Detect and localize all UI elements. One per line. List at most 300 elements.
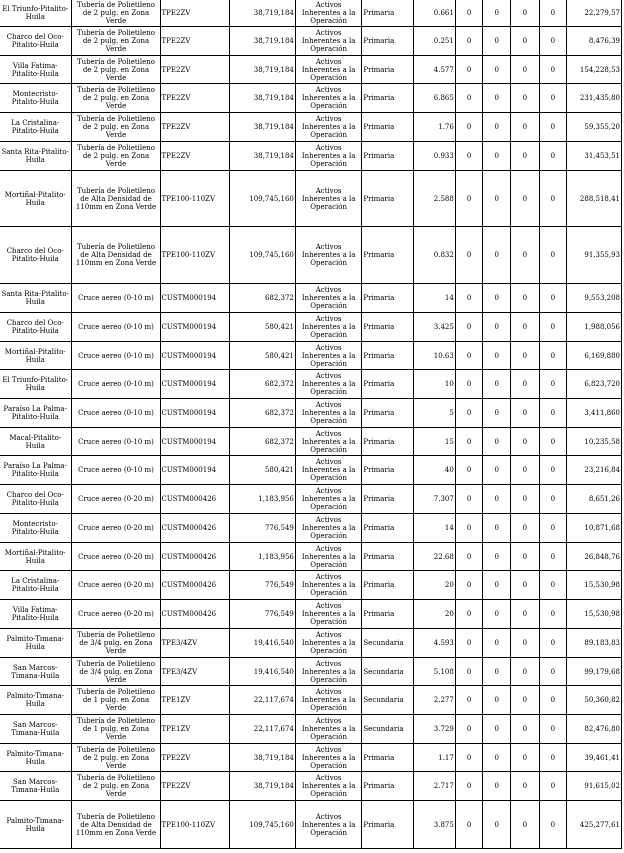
value-cell: 0	[455, 485, 483, 514]
total-cell: 23,216,84	[567, 456, 622, 485]
category-cell: Activos Inherentes a la Operación	[295, 370, 361, 399]
table-row	[0, 171, 622, 227]
description-cell: Tubería de Polietileno de 2 pulg. en Zona Verde	[72, 27, 160, 56]
quantity-cell: 1.17	[414, 744, 456, 772]
table-row	[0, 485, 622, 514]
value-cell: 0	[539, 370, 567, 399]
unit-cost-cell: 682,372	[230, 428, 296, 456]
table-row	[0, 715, 622, 744]
quantity-cell: 0.832	[414, 227, 456, 284]
location-cell: Villa Fatima-Pitalito-Huila	[0, 600, 72, 629]
value-cell: 0	[511, 543, 540, 571]
value-cell: 0	[511, 686, 540, 715]
quantity-cell: 3.425	[414, 313, 456, 342]
value-cell: 0	[483, 113, 511, 142]
quantity-cell: 4.577	[414, 56, 456, 84]
quantity-cell: 2.588	[414, 171, 456, 227]
code-cell: CUSTM000426	[160, 600, 230, 629]
value-cell: 0	[539, 399, 567, 428]
network-type-cell: Primaria	[362, 56, 414, 84]
total-cell: 288,518,41	[567, 171, 622, 227]
network-type-cell: Primaria	[362, 113, 414, 142]
total-cell: 99,179,68	[567, 658, 622, 686]
table-row	[0, 142, 622, 171]
value-cell: 0	[455, 370, 483, 399]
category-cell: Activos Inherentes a la Operación	[295, 600, 361, 629]
value-cell: 0	[455, 56, 483, 84]
value-cell: 0	[511, 801, 540, 849]
table-row	[0, 658, 622, 686]
quantity-cell: 14	[414, 514, 456, 543]
unit-cost-cell: 38,719,184	[230, 84, 296, 113]
value-cell: 0	[483, 485, 511, 514]
unit-cost-cell: 38,719,184	[230, 0, 296, 27]
total-cell: 8,476,39	[567, 27, 622, 56]
value-cell: 0	[455, 571, 483, 600]
code-cell: CUSTM000426	[160, 514, 230, 543]
network-type-cell: Primaria	[362, 142, 414, 171]
description-cell: Tubería de Polietileno de Alta Densidad de 110mm en Zona Verde	[72, 801, 160, 849]
unit-cost-cell: 580,421	[230, 456, 296, 485]
network-type-cell: Secundaria	[362, 629, 414, 658]
value-cell: 0	[455, 629, 483, 658]
total-cell: 15,530,98	[567, 571, 622, 600]
location-cell: Montecristo-Pitalito-Huila	[0, 84, 72, 113]
table-row	[0, 313, 622, 342]
quantity-cell: 6.865	[414, 84, 456, 113]
quantity-cell: 20	[414, 571, 456, 600]
quantity-cell: 15	[414, 428, 456, 456]
value-cell: 0	[483, 227, 511, 284]
quantity-cell: 0.661	[414, 0, 456, 27]
value-cell: 0	[511, 399, 540, 428]
description-cell: Tubería de Polietileno de 1 pulg. en Zona Verde	[72, 715, 160, 744]
unit-cost-cell: 682,372	[230, 370, 296, 399]
network-type-cell: Primaria	[362, 543, 414, 571]
total-cell: 15,530,98	[567, 600, 622, 629]
value-cell: 0	[511, 284, 540, 313]
network-type-cell: Secundaria	[362, 715, 414, 744]
network-type-cell: Primaria	[362, 171, 414, 227]
value-cell: 0	[539, 113, 567, 142]
category-cell: Activos Inherentes a la Operación	[295, 485, 361, 514]
value-cell: 0	[483, 600, 511, 629]
network-type-cell: Primaria	[362, 227, 414, 284]
value-cell: 0	[511, 744, 540, 772]
category-cell: Activos Inherentes a la Operación	[295, 658, 361, 686]
value-cell: 0	[539, 801, 567, 849]
table-row	[0, 801, 622, 849]
unit-cost-cell: 682,372	[230, 284, 296, 313]
code-cell: TPE100-110ZV	[160, 171, 230, 227]
code-cell: CUSTM000194	[160, 428, 230, 456]
total-cell: 6,169,880	[567, 342, 622, 370]
total-cell: 89,183,83	[567, 629, 622, 658]
value-cell: 0	[483, 27, 511, 56]
code-cell: CUSTM000426	[160, 543, 230, 571]
code-cell: CUSTM000194	[160, 284, 230, 313]
value-cell: 0	[455, 801, 483, 849]
category-cell: Activos Inherentes a la Operación	[295, 543, 361, 571]
category-cell: Activos Inherentes a la Operación	[295, 686, 361, 715]
code-cell: CUSTM000426	[160, 571, 230, 600]
value-cell: 0	[455, 342, 483, 370]
unit-cost-cell: 1,183,956	[230, 485, 296, 514]
unit-cost-cell: 38,719,184	[230, 772, 296, 801]
value-cell: 0	[455, 0, 483, 27]
category-cell: Activos Inherentes a la Operación	[295, 0, 361, 27]
value-cell: 0	[455, 543, 483, 571]
network-type-cell: Primaria	[362, 744, 414, 772]
code-cell: TPE3/4ZV	[160, 629, 230, 658]
table-row	[0, 56, 622, 84]
network-type-cell: Primaria	[362, 571, 414, 600]
total-cell: 39,461,41	[567, 744, 622, 772]
value-cell: 0	[455, 399, 483, 428]
network-type-cell: Primaria	[362, 600, 414, 629]
location-cell: San Marcos-Timana-Huila	[0, 658, 72, 686]
value-cell: 0	[511, 370, 540, 399]
total-cell: 10,235,58	[567, 428, 622, 456]
quantity-cell: 7.307	[414, 485, 456, 514]
value-cell: 0	[455, 715, 483, 744]
location-cell: Palmito-Timana-Huila	[0, 744, 72, 772]
value-cell: 0	[539, 629, 567, 658]
quantity-cell: 20	[414, 600, 456, 629]
network-type-cell: Primaria	[362, 772, 414, 801]
unit-cost-cell: 38,719,184	[230, 744, 296, 772]
value-cell: 0	[539, 171, 567, 227]
quantity-cell: 4.593	[414, 629, 456, 658]
value-cell: 0	[539, 744, 567, 772]
category-cell: Activos Inherentes a la Operación	[295, 342, 361, 370]
code-cell: CUSTM000194	[160, 456, 230, 485]
unit-cost-cell: 38,719,184	[230, 113, 296, 142]
value-cell: 0	[455, 772, 483, 801]
value-cell: 0	[483, 171, 511, 227]
total-cell: 231,435,80	[567, 84, 622, 113]
description-cell: Cruce aereo (0-10 m)	[72, 342, 160, 370]
table-row	[0, 27, 622, 56]
value-cell: 0	[511, 313, 540, 342]
table-row	[0, 227, 622, 284]
value-cell: 0	[483, 284, 511, 313]
value-cell: 0	[511, 600, 540, 629]
value-cell: 0	[539, 313, 567, 342]
value-cell: 0	[539, 284, 567, 313]
location-cell: Palmito-Timana-Huila	[0, 629, 72, 658]
description-cell: Tubería de Polietileno de 2 pulg. en Zona Verde	[72, 56, 160, 84]
total-cell: 31,453,51	[567, 142, 622, 171]
value-cell: 0	[483, 801, 511, 849]
description-cell: Tubería de Polietileno de 2 pulg. en Zona Verde	[72, 142, 160, 171]
category-cell: Activos Inherentes a la Operación	[295, 629, 361, 658]
value-cell: 0	[539, 571, 567, 600]
quantity-cell: 40	[414, 456, 456, 485]
value-cell: 0	[483, 744, 511, 772]
location-cell: Paraíso La Palma-Pitalito-Huila	[0, 456, 72, 485]
value-cell: 0	[511, 772, 540, 801]
value-cell: 0	[455, 313, 483, 342]
value-cell: 0	[483, 571, 511, 600]
value-cell: 0	[483, 142, 511, 171]
table-row	[0, 629, 622, 658]
description-cell: Tubería de Polietileno de 3/4 pulg. en Zona Verde	[72, 629, 160, 658]
network-type-cell: Primaria	[362, 313, 414, 342]
unit-cost-cell: 19,416,540	[230, 629, 296, 658]
quantity-cell: 22.68	[414, 543, 456, 571]
quantity-cell: 0.251	[414, 27, 456, 56]
total-cell: 26,848,76	[567, 543, 622, 571]
location-cell: San Marcos-Timana-Huila	[0, 772, 72, 801]
table-row	[0, 744, 622, 772]
category-cell: Activos Inherentes a la Operación	[295, 84, 361, 113]
code-cell: CUSTM000426	[160, 485, 230, 514]
unit-cost-cell: 580,421	[230, 313, 296, 342]
category-cell: Activos Inherentes a la Operación	[295, 313, 361, 342]
table-row	[0, 399, 622, 428]
network-type-cell: Primaria	[362, 485, 414, 514]
location-cell: El Triunfo-Pitalito-Huila	[0, 370, 72, 399]
value-cell: 0	[511, 485, 540, 514]
description-cell: Cruce aereo (0-10 m)	[72, 370, 160, 399]
value-cell: 0	[539, 543, 567, 571]
value-cell: 0	[483, 658, 511, 686]
quantity-cell: 5.108	[414, 658, 456, 686]
category-cell: Activos Inherentes a la Operación	[295, 428, 361, 456]
value-cell: 0	[539, 514, 567, 543]
description-cell: Cruce aereo (0-20 m)	[72, 571, 160, 600]
unit-cost-cell: 38,719,184	[230, 27, 296, 56]
value-cell: 0	[511, 171, 540, 227]
total-cell: 425,277,61	[567, 801, 622, 849]
location-cell: Santa Rita-Pitalito-Huila	[0, 284, 72, 313]
description-cell: Cruce aereo (0-10 m)	[72, 313, 160, 342]
network-type-cell: Primaria	[362, 27, 414, 56]
value-cell: 0	[455, 600, 483, 629]
location-cell: Charco del Oco-Pitalito-Huila	[0, 313, 72, 342]
value-cell: 0	[511, 456, 540, 485]
category-cell: Activos Inherentes a la Operación	[295, 113, 361, 142]
network-type-cell: Primaria	[362, 0, 414, 27]
value-cell: 0	[455, 514, 483, 543]
description-cell: Cruce aereo (0-20 m)	[72, 485, 160, 514]
total-cell: 8,651,26	[567, 485, 622, 514]
location-cell: Mortiñal-Pitalito-Huila	[0, 171, 72, 227]
category-cell: Activos Inherentes a la Operación	[295, 456, 361, 485]
value-cell: 0	[483, 0, 511, 27]
table-row	[0, 84, 622, 113]
total-cell: 6,823,720	[567, 370, 622, 399]
value-cell: 0	[483, 456, 511, 485]
description-cell: Tubería de Polietileno de 2 pulg. en Zona Verde	[72, 113, 160, 142]
total-cell: 59,355,20	[567, 113, 622, 142]
code-cell: TPE3/4ZV	[160, 658, 230, 686]
value-cell: 0	[455, 142, 483, 171]
unit-cost-cell: 580,421	[230, 342, 296, 370]
value-cell: 0	[455, 84, 483, 113]
description-cell: Tubería de Polietileno de 1 pulg. en Zona Verde	[72, 686, 160, 715]
unit-cost-cell: 109,745,160	[230, 171, 296, 227]
description-cell: Cruce aereo (0-10 m)	[72, 456, 160, 485]
location-cell: Paraíso La Palma-Pitalito-Huila	[0, 399, 72, 428]
value-cell: 0	[483, 399, 511, 428]
value-cell: 0	[511, 27, 540, 56]
network-type-cell: Primaria	[362, 284, 414, 313]
table-row	[0, 514, 622, 543]
category-cell: Activos Inherentes a la Operación	[295, 27, 361, 56]
table-row	[0, 284, 622, 313]
table-row	[0, 543, 622, 571]
code-cell: TPE2ZV	[160, 84, 230, 113]
value-cell: 0	[511, 428, 540, 456]
quantity-cell: 2.277	[414, 686, 456, 715]
value-cell: 0	[539, 658, 567, 686]
value-cell: 0	[511, 658, 540, 686]
value-cell: 0	[539, 227, 567, 284]
quantity-cell: 10.63	[414, 342, 456, 370]
total-cell: 1,988,056	[567, 313, 622, 342]
category-cell: Activos Inherentes a la Operación	[295, 715, 361, 744]
total-cell: 9,553,208	[567, 284, 622, 313]
unit-cost-cell: 109,745,160	[230, 227, 296, 284]
quantity-cell: 1.76	[414, 113, 456, 142]
quantity-cell: 2.717	[414, 772, 456, 801]
unit-cost-cell: 776,549	[230, 600, 296, 629]
value-cell: 0	[539, 686, 567, 715]
quantity-cell: 14	[414, 284, 456, 313]
code-cell: TPE2ZV	[160, 744, 230, 772]
unit-cost-cell: 19,416,540	[230, 658, 296, 686]
location-cell: Mortiñal-Pitalito-Huila	[0, 342, 72, 370]
category-cell: Activos Inherentes a la Operación	[295, 171, 361, 227]
description-cell: Cruce aereo (0-10 m)	[72, 284, 160, 313]
category-cell: Activos Inherentes a la Operación	[295, 744, 361, 772]
value-cell: 0	[455, 658, 483, 686]
value-cell: 0	[455, 428, 483, 456]
value-cell: 0	[455, 686, 483, 715]
code-cell: CUSTM000194	[160, 370, 230, 399]
category-cell: Activos Inherentes a la Operación	[295, 772, 361, 801]
value-cell: 0	[539, 27, 567, 56]
value-cell: 0	[511, 84, 540, 113]
value-cell: 0	[483, 84, 511, 113]
value-cell: 0	[539, 142, 567, 171]
network-type-cell: Secundaria	[362, 686, 414, 715]
quantity-cell: 3.875	[414, 801, 456, 849]
table-row	[0, 772, 622, 801]
code-cell: CUSTM000194	[160, 399, 230, 428]
network-type-cell: Primaria	[362, 456, 414, 485]
description-cell: Tubería de Polietileno de 2 pulg. en Zona Verde	[72, 744, 160, 772]
total-cell: 22,279,57	[567, 0, 622, 27]
network-type-cell: Primaria	[362, 514, 414, 543]
value-cell: 0	[511, 113, 540, 142]
value-cell: 0	[483, 772, 511, 801]
value-cell: 0	[511, 142, 540, 171]
location-cell: Palmito-Timana-Huila	[0, 801, 72, 849]
total-cell: 154,228,53	[567, 56, 622, 84]
total-cell: 91,615,02	[567, 772, 622, 801]
total-cell: 10,871,68	[567, 514, 622, 543]
unit-cost-cell: 22,117,674	[230, 715, 296, 744]
value-cell: 0	[455, 227, 483, 284]
table-row	[0, 600, 622, 629]
description-cell: Tubería de Polietileno de Alta Densidad de 110mm en Zona Verde	[72, 227, 160, 284]
value-cell: 0	[511, 571, 540, 600]
total-cell: 50,360,82	[567, 686, 622, 715]
value-cell: 0	[539, 0, 567, 27]
total-cell: 91,355,93	[567, 227, 622, 284]
code-cell: TPE2ZV	[160, 142, 230, 171]
location-cell: Macal-Pitalito-Huila	[0, 428, 72, 456]
description-cell: Tubería de Polietileno de 2 pulg. en Zona Verde	[72, 0, 160, 27]
category-cell: Activos Inherentes a la Operación	[295, 514, 361, 543]
code-cell: CUSTM000194	[160, 313, 230, 342]
location-cell: Palmito-Timana-Huila	[0, 686, 72, 715]
unit-cost-cell: 38,719,184	[230, 142, 296, 171]
code-cell: TPE1ZV	[160, 686, 230, 715]
category-cell: Activos Inherentes a la Operación	[295, 284, 361, 313]
value-cell: 0	[483, 370, 511, 399]
value-cell: 0	[483, 56, 511, 84]
table-row	[0, 342, 622, 370]
value-cell: 0	[455, 113, 483, 142]
value-cell: 0	[483, 428, 511, 456]
category-cell: Activos Inherentes a la Operación	[295, 399, 361, 428]
location-cell: Montecristo-Pitalito-Huila	[0, 514, 72, 543]
table-row	[0, 456, 622, 485]
code-cell: TPE1ZV	[160, 715, 230, 744]
value-cell: 0	[511, 342, 540, 370]
total-cell: 3,411,860	[567, 399, 622, 428]
network-type-cell: Primaria	[362, 342, 414, 370]
location-cell: Charco del Oco-Pitalito-Huila	[0, 27, 72, 56]
value-cell: 0	[483, 313, 511, 342]
unit-cost-cell: 22,117,674	[230, 686, 296, 715]
value-cell: 0	[483, 686, 511, 715]
value-cell: 0	[539, 342, 567, 370]
value-cell: 0	[511, 56, 540, 84]
location-cell: Charco del Oco-Pitalito-Huila	[0, 227, 72, 284]
total-cell: 82,476,80	[567, 715, 622, 744]
description-cell: Tubería de Polietileno de Alta Densidad de 110mm en Zona Verde	[72, 171, 160, 227]
unit-cost-cell: 776,549	[230, 571, 296, 600]
table-row	[0, 686, 622, 715]
description-cell: Cruce aereo (0-10 m)	[72, 399, 160, 428]
network-type-cell: Primaria	[362, 801, 414, 849]
description-cell: Cruce aereo (0-10 m)	[72, 428, 160, 456]
value-cell: 0	[455, 456, 483, 485]
category-cell: Activos Inherentes a la Operación	[295, 227, 361, 284]
value-cell: 0	[455, 744, 483, 772]
value-cell: 0	[539, 56, 567, 84]
code-cell: TPE2ZV	[160, 113, 230, 142]
code-cell: TPE2ZV	[160, 56, 230, 84]
value-cell: 0	[483, 543, 511, 571]
code-cell: TPE2ZV	[160, 27, 230, 56]
location-cell: San Marcos-Timana-Huila	[0, 715, 72, 744]
value-cell: 0	[539, 84, 567, 113]
value-cell: 0	[511, 514, 540, 543]
value-cell: 0	[455, 27, 483, 56]
network-type-cell: Primaria	[362, 428, 414, 456]
value-cell: 0	[455, 171, 483, 227]
location-cell: La Cristalina-Pitalito-Huila	[0, 113, 72, 142]
quantity-cell: 10	[414, 370, 456, 399]
value-cell: 0	[539, 772, 567, 801]
table-row	[0, 113, 622, 142]
